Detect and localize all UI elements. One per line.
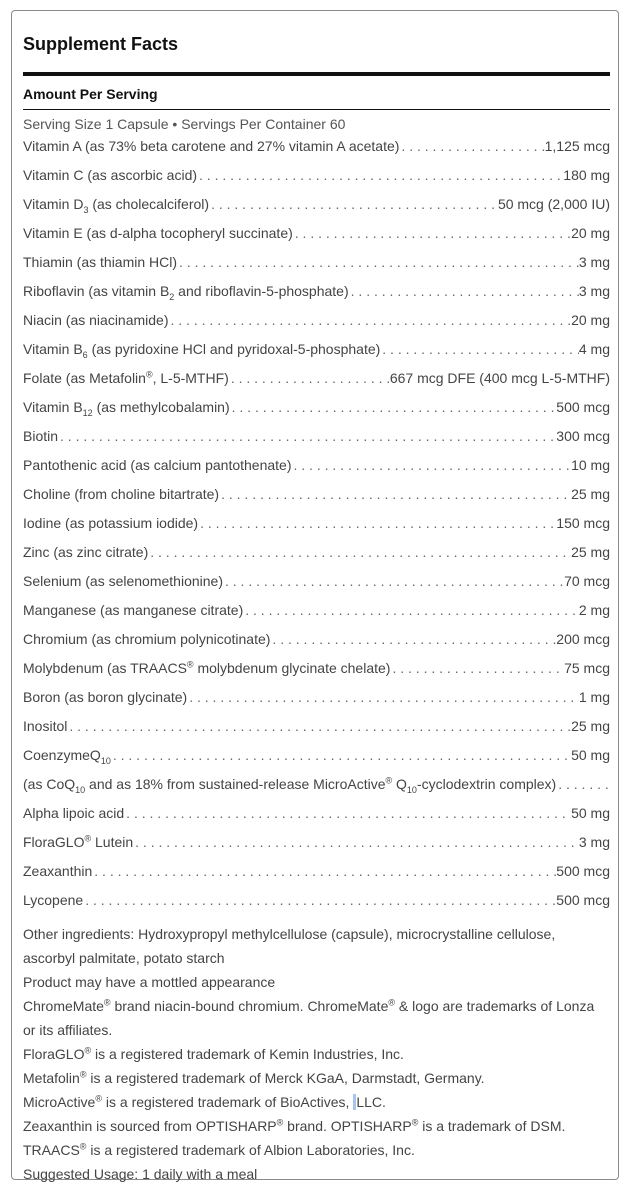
nutrient-name: Pantothenic acid (as calcium pantothenate) (23, 457, 292, 473)
panel-title: Supplement Facts (23, 34, 179, 54)
nutrient-row (23, 137, 610, 166)
traacs-note: TRAACS® is a registered trademark of Albion Laboratories, Inc. (23, 1141, 415, 1158)
leader-dots (83, 891, 556, 909)
nutrient-name: Alpha lipoic acid (23, 805, 125, 821)
nutrient-name: Vitamin $D_3$ (as cholecalciferol) (23, 196, 210, 215)
leader-dots (293, 224, 571, 242)
nutrient-name: Boron (as boron glycinate) (23, 689, 188, 705)
leader-dots (399, 137, 544, 155)
amount-per-serving-header: Amount Per Serving (23, 86, 158, 102)
nutrient-amount: 150 mcg (556, 515, 610, 531)
nutrient-name: Chromium (as chromium polynicotinate) (23, 631, 271, 647)
nutrient-name: Riboflavin (as vitamin $B_2$ and riboflavin-5-phosphate) (23, 283, 349, 302)
nutrient-name: Zeaxanthin (23, 863, 93, 879)
nutrient-amount: 20 mg (571, 225, 610, 241)
nutrient-row (23, 369, 610, 398)
leader-dots (169, 311, 572, 329)
nutrient-row (23, 688, 610, 717)
nutrient-amount: 3 mg (578, 834, 610, 850)
nutrient-row (23, 311, 610, 340)
nutrient-row (23, 891, 610, 920)
nutrient-row (23, 746, 610, 775)
nutrient-amount: 10 mg (571, 457, 610, 473)
nutrient-amount: 1,125 mcg (544, 138, 610, 154)
nutrient-amount: 500 mcg (556, 863, 610, 879)
leader-dots (197, 166, 563, 184)
nutrient-row (23, 398, 610, 427)
nutrient-name: Molybdenum (as TRAACS® molybdenum glycinate chelate) (23, 659, 391, 676)
leader-dots (92, 862, 556, 880)
leader-dots (198, 514, 556, 532)
nutrient-row (23, 224, 610, 253)
leader-dots (229, 369, 390, 387)
nutrient-amount: 50 mg (571, 747, 610, 763)
nutrient-amount: 3 mg (578, 283, 610, 299)
nutrient-amount: 4 mg (578, 341, 610, 357)
leader-dots (556, 775, 610, 793)
nutrient-list (23, 137, 610, 920)
nutrient-row (23, 833, 610, 862)
metafolin-note: Metafolin® is a registered trademark of Merck KGaA, Darmstadt, Germany. (23, 1069, 485, 1086)
nutrient-row (23, 282, 610, 311)
nutrient-name: Iodine (as potassium iodide) (23, 515, 199, 531)
leader-dots (177, 253, 579, 271)
leader-dots (243, 601, 579, 619)
leader-dots (133, 833, 579, 851)
zeaxanthin-note: Zeaxanthin is sourced from OPTISHARP® brand. OPTISHARP® is a trademark of DSM. (23, 1117, 566, 1134)
nutrient-row (23, 514, 610, 543)
leader-dots (187, 688, 579, 706)
nutrient-row (23, 340, 610, 369)
floraglo-note: FloraGLO® is a registered trademark of Kemin Industries, Inc. (23, 1045, 404, 1062)
nutrient-amount: 50 mcg (2,000 IU) (497, 196, 610, 212)
nutrient-row (23, 427, 610, 456)
nutrient-name: Vitamin C (as ascorbic acid) (23, 167, 198, 183)
nutrient-amount: 3 mg (578, 254, 610, 270)
mottled-note: Product may have a mottled appearance (23, 974, 276, 990)
nutrient-name: Vitamin $B_{12}$ (as methylcobalamin) (23, 399, 230, 418)
nutrient-name: (as CoQ$_{10}$ and as 18% from sustained-release MicroActive® $Q_{10}$-cyclodextrin complex) (23, 775, 557, 795)
nutrient-row (23, 804, 610, 833)
nutrient-row (23, 195, 610, 224)
nutrient-amount: 180 mg (563, 167, 610, 183)
nutrient-row (23, 253, 610, 282)
notes-section (23, 922, 613, 1186)
thick-divider (23, 72, 610, 76)
nutrient-name: Vitamin E (as d-alpha tocopheryl succinate) (23, 225, 293, 241)
nutrient-amount: 2 mg (578, 602, 610, 618)
nutrient-name: FloraGLO® Lutein (23, 833, 134, 850)
nutrient-row (23, 601, 610, 630)
nutrient-amount: 25 mg (571, 718, 610, 734)
nutrient-row (23, 775, 610, 804)
nutrient-row (23, 572, 610, 601)
nutrient-amount: 200 mcg (556, 631, 610, 647)
nutrient-row (23, 543, 610, 572)
suggested-usage: Suggested Usage: 1 daily with a meal (23, 1166, 258, 1182)
leader-dots (292, 456, 572, 474)
microactive-note: MicroActive® is a registered trademark of BioActives, LLC. (23, 1093, 386, 1110)
nutrient-name: Selenium (as selenomethionine) (23, 573, 223, 589)
nutrient-row (23, 630, 610, 659)
nutrient-amount: 75 mcg (564, 660, 610, 676)
nutrient-name: Folate (as Metafolin®, L-5-MTHF) (23, 369, 229, 386)
nutrient-name: Lycopene (23, 892, 84, 908)
nutrient-amount: 50 mg (571, 805, 610, 821)
nutrient-amount: 667 mcg DFE (400 mcg L-5-MTHF) (389, 370, 610, 386)
leader-dots (270, 630, 556, 648)
nutrient-name: Zinc (as zinc citrate) (23, 544, 149, 560)
nutrient-amount: 500 mcg (556, 399, 610, 415)
leader-dots (230, 398, 557, 416)
serving-info: Serving Size 1 Capsule • Servings Per Container 60 (23, 116, 346, 132)
chromemate-note: ChromeMate® brand niacin-bound chromium. ChromeMate® & logo are trademarks of Lonza or its affiliates. (23, 997, 595, 1038)
nutrient-name: Niacin (as niacinamide) (23, 312, 169, 328)
leader-dots (380, 340, 579, 358)
leader-dots (349, 282, 579, 300)
nutrient-row (23, 659, 610, 688)
leader-dots (67, 717, 571, 735)
nutrient-row (23, 456, 610, 485)
leader-dots (390, 659, 564, 677)
nutrient-name: CoenzymeQ$_{10}$ (23, 747, 111, 766)
nutrient-name: Biotin (23, 428, 59, 444)
thin-divider (23, 109, 610, 110)
nutrient-name: Thiamin (as thiamin HCl) (23, 254, 178, 270)
nutrient-amount: 25 mg (571, 486, 610, 502)
leader-dots (111, 746, 571, 764)
nutrient-name: Vitamin A (as 73% beta carotene and 27% vitamin A acetate) (23, 138, 400, 154)
nutrient-row (23, 485, 610, 514)
leader-dots (223, 572, 564, 590)
nutrient-row (23, 166, 610, 195)
nutrient-row (23, 862, 610, 891)
nutrient-name: Inositol (23, 718, 68, 734)
leader-dots (58, 427, 556, 445)
nutrient-name: Manganese (as manganese citrate) (23, 602, 244, 618)
nutrient-amount: 500 mcg (556, 892, 610, 908)
leader-dots (209, 195, 498, 213)
nutrient-amount: 300 mcg (556, 428, 610, 444)
leader-dots (219, 485, 571, 503)
text-cursor-highlight: LLC. (353, 1094, 386, 1110)
other-ingredients: Other ingredients: Hydroxypropyl methylcellulose (capsule), microcrystalline cellulose, ascorbyl palmitate, potato starch (23, 926, 556, 966)
nutrient-row (23, 717, 610, 746)
leader-dots (124, 804, 571, 822)
nutrient-amount: 70 mcg (564, 573, 610, 589)
nutrient-amount: 1 mg (578, 689, 610, 705)
nutrient-amount: 25 mg (571, 544, 610, 560)
supplement-facts-panel (11, 10, 619, 1180)
nutrient-amount: 20 mg (571, 312, 610, 328)
leader-dots (148, 543, 571, 561)
nutrient-name: Choline (from choline bitartrate) (23, 486, 220, 502)
nutrient-name: Vitamin $B_6$ (as pyridoxine HCl and pyridoxal-5-phosphate) (23, 341, 381, 360)
